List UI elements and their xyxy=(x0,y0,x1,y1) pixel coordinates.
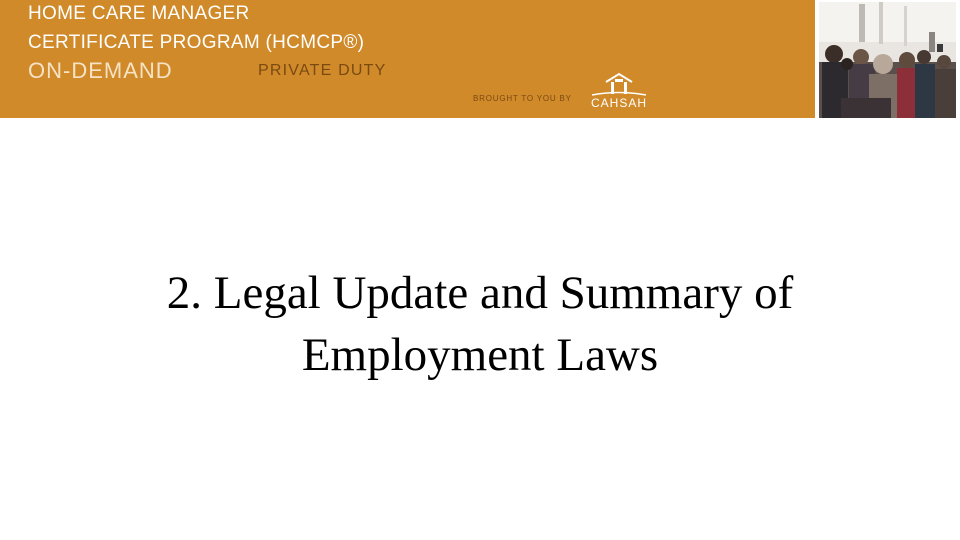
brought-to-you-by-label: BROUGHT TO YOU BY xyxy=(473,94,572,103)
header-bottom-rule xyxy=(0,118,960,120)
slide-title-line1: 2. Legal Update and Summary of xyxy=(166,267,794,319)
on-demand-label: ON-DEMAND xyxy=(28,58,173,83)
cahsah-logo xyxy=(588,70,658,114)
house-icon xyxy=(588,70,650,98)
cahsah-logo-text: CAHSAH xyxy=(590,96,647,110)
audience-photo xyxy=(819,2,956,118)
program-title-line2: CERTIFICATE PROGRAM (HCMCP®) xyxy=(28,32,365,53)
program-title-line1: HOME CARE MANAGER xyxy=(28,3,250,24)
header-banner xyxy=(0,0,815,118)
slide-title xyxy=(80,262,880,386)
slide-title-line2: Employment Laws xyxy=(301,329,659,381)
private-duty-label: PRIVATE DUTY xyxy=(258,62,387,79)
program-mode xyxy=(28,58,387,84)
